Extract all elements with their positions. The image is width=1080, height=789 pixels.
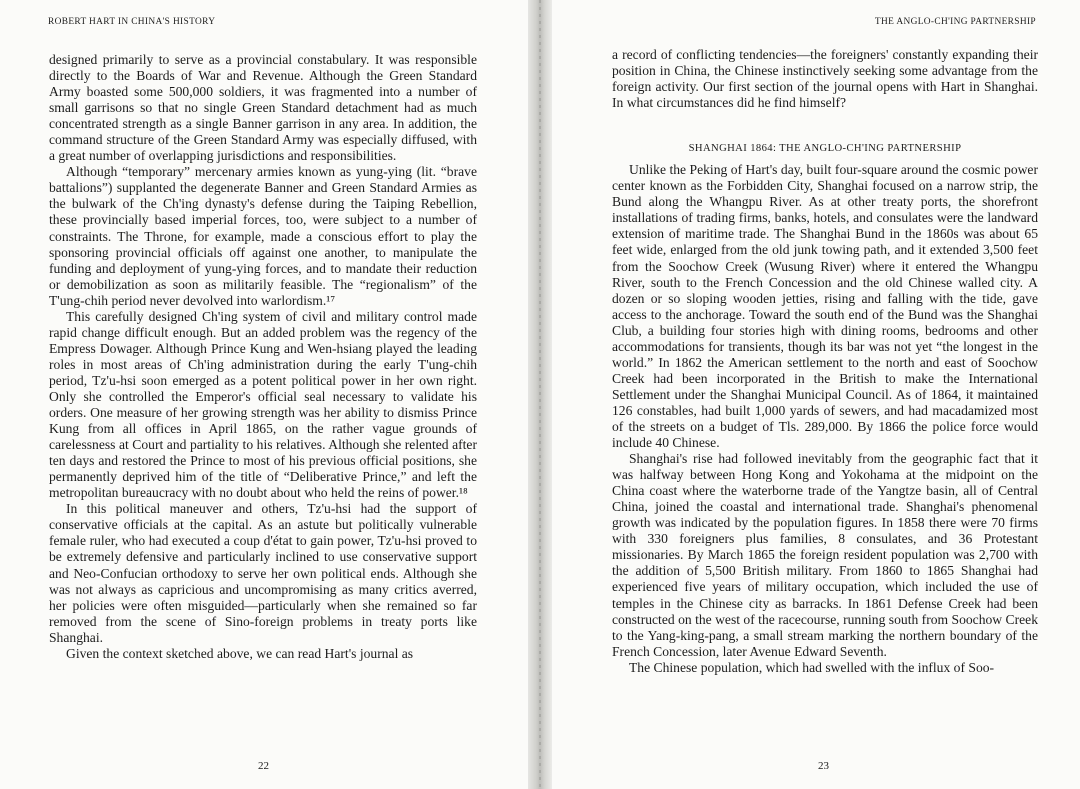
right-body-text (612, 47, 1038, 676)
right-page (552, 0, 1080, 789)
book-gutter (528, 0, 552, 789)
left-paragraph-1: designed primarily to serve as a provincial constabulary. It was responsible directly to the Boards of War and Revenue. Although the Green Standard Army boasted some 500,000 soldiers, it was fragmented into a number of small garrisons so that no single Green Standard detachment had as much concentrated strength as a single Banner garrison in any area. In addition, the command structure of the Green Standard Army was especially diffused, with a great number of overlapping jurisdictions and responsibilities. (49, 52, 477, 164)
section-heading: SHANGHAI 1864: THE ANGLO-CH'ING PARTNERSHIP (688, 143, 962, 155)
left-paragraph-3: This carefully designed Ch'ing system of civil and military control made rapid change difficult enough. But an added problem was the regency of the Empress Dowager. Although Prince Kung and Wen-hsiang played the leading roles in most areas of Ch'ing administration during the early T'ung-chih period, Tz'u-hsi soon emerged as a potent political power in her own right. Only she controlled the Emperor's official seal necessary to validate his orders. One measure of her growing strength was her ability to dismiss Prince Kung from all offices in April 1865, on the rather vague grounds of carelessness at Court and partiality to his relatives. Although she relented after ten days and restored the Prince to most of his previous official positions, she permanently deprived him of the title of “Deliberative Prince,” and left the metropolitan bureaucracy with no doubt about who held the reins of power.¹⁸ (49, 308, 477, 501)
right-paragraph-4: The Chinese population, which had swelled with the influx of Soo- (629, 659, 995, 675)
right-paragraph-1: a record of conflicting tendencies—the foreigners' constantly expanding their position in China, the Chinese instinctively seeking some advantage from the foreign activity. Our first section of the journal opens with Hart in Shanghai. In what circumstances did he find himself? (612, 47, 1038, 111)
right-page-number: 23 (818, 760, 829, 772)
right-paragraph-2: Unlike the Peking of Hart's day, built four-square around the cosmic power center known as the Forbidden City, Shanghai focused on a narrow strip, the Bund along the Whangpu River. As at other treaty ports, the shorefront installations of trading firms, banks, hotels, and consulates were the landward extension of maritime trade. The Shanghai Bund in the 1860s was about 65 feet wide, enlarged from the old junk towing path, and it extended 3,500 feet from the Soochow Creek (Wusung River) where it entered the Whangpu River, south to the French Concession and the old Chinese walled city. A dozen or so sloping wooden jetties, rising and falling with the tide, gave access to the anchorage. Toward the south end of the Bund was the Shanghai Club, a building four stories high with dining rooms, bedrooms and other accommodations for transients, though its bar was not yet “the longest in the world.” In 1862 the American settlement to the north and east of Soochow Creek had been incorporated in the British to make the International Settlement under the Shanghai Municipal Council. As of 1864, it maintained 126 constables, had built 1,000 yards of sewers, and had macadamized most of the streets on a budget of Tls. 289,000. By 1866 the police force would include 40 Chinese. (612, 162, 1038, 451)
left-paragraph-4: In this political maneuver and others, Tz'u-hsi had the support of conservative officials at the capital. As an astute but politically vulnerable female ruler, who had executed a coup d'état to gain power, Tz'u-hsi proved to be extremely defensive and particularly inclined to use conservative support and Neo-Confucian orthodoxy to serve her own political ends. Although she was not always as capricious and uncompromising as many critics averred, her policies were often misguided—particularly when she remained so far removed from the scene of Sino-foreign problems in treaty ports like Shanghai. (49, 501, 477, 645)
left-body-text (49, 52, 477, 662)
right-running-head: THE ANGLO-CH'ING PARTNERSHIP (874, 17, 1036, 27)
left-paragraph-5: Given the context sketched above, we can read Hart's journal as (66, 645, 414, 661)
left-paragraph-2: Although “temporary” mercenary armies known as yung-ying (lit. “brave battalions”) supplanted the degenerate Banner and Green Standard Armies as the bulwark of the Ch'ing dynasty's defense during the Taiping Rebellion, these provincially based imperial forces, too, were subject to a number of constraints. The Throne, for example, made a conscious effort to play the sponsoring provincial officials off against one another, to manipulate the funding and deployment of yung-ying forces, and to mandate their reduction or demobilization as soon as militarily feasible. The “regionalism” of the T'ung-chih period never devolved into warlordism.¹⁷ (49, 164, 477, 308)
left-page-number: 22 (258, 760, 269, 772)
left-page (0, 0, 528, 789)
right-paragraph-3: Shanghai's rise had followed inevitably from the geographic fact that it was halfway between Hong Kong and Yokohama at the midpoint on the China coast where the waterborne trade of the Yangtze basin, all of Central China, joined the coastal and international trade. Shanghai's phenomenal growth was indicated by the population figures. In 1858 there were 70 firms with 330 foreigners plus families, 8 consulates, and 36 Protestant missionaries. By March 1865 the foreign resident population was 2,700 with the addition of 5,500 British military. From 1860 to 1865 Shanghai had experienced five years of military occupation, which included the use of temples in the Chinese city as barracks. In 1861 Defense Creek had been constructed on the west of the racecourse, running south from Soochow Creek to the Yang-king-pang, a small stream marking the northern boundary of the French Concession, later Avenue Edward Seventh. (612, 451, 1038, 659)
left-running-head: ROBERT HART IN CHINA'S HISTORY (48, 17, 216, 27)
